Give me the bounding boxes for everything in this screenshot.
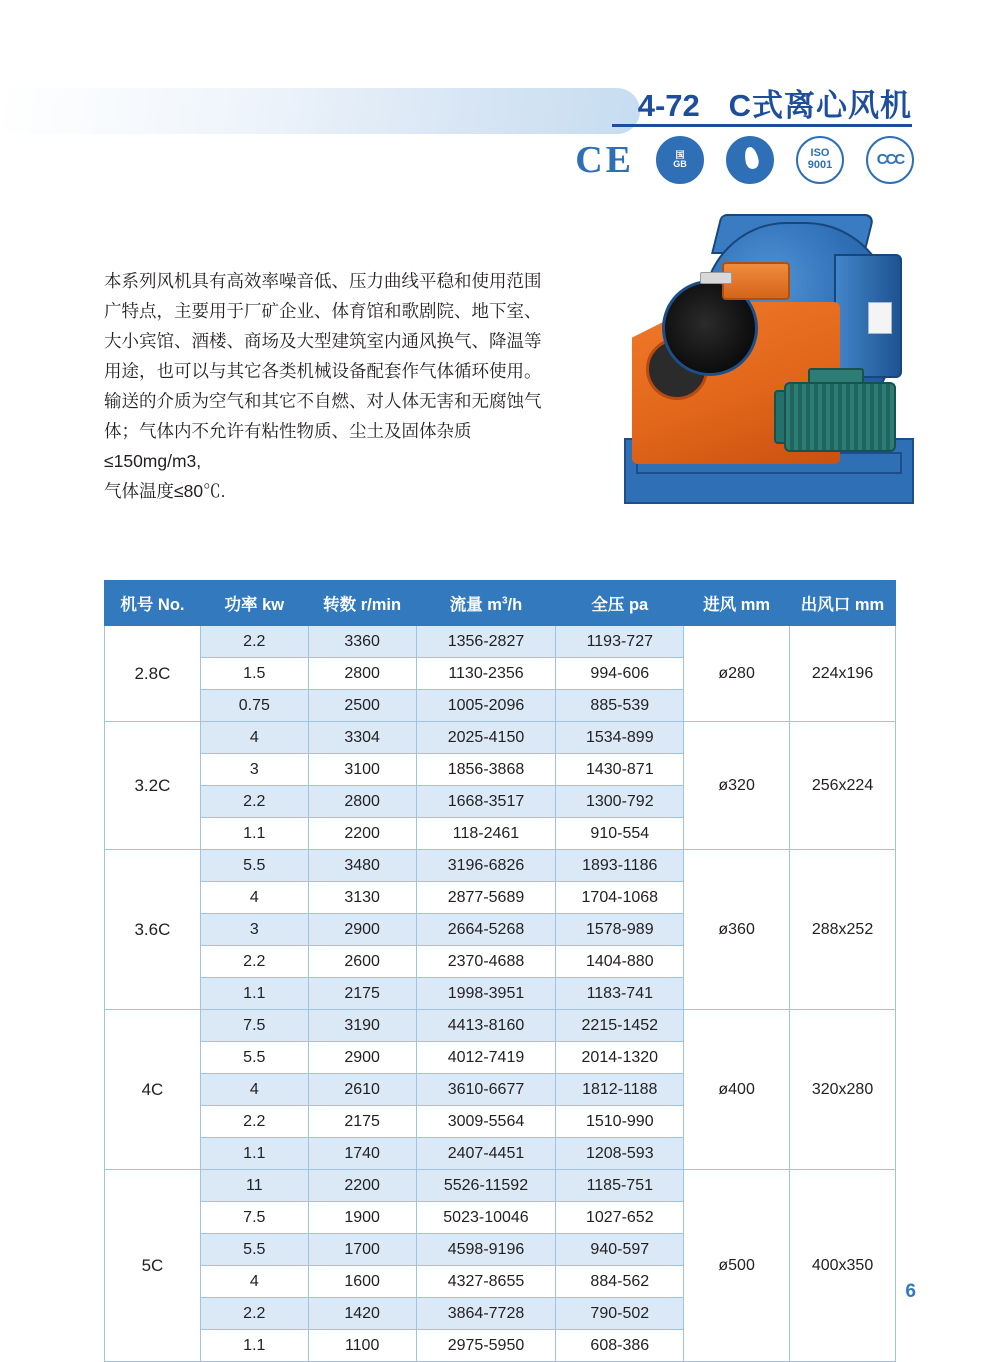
cell-flow: 2370-4688 xyxy=(416,946,556,978)
cell-speed: 3304 xyxy=(308,722,416,754)
cell-speed: 2500 xyxy=(308,690,416,722)
cell-inlet: ø280 xyxy=(684,626,790,722)
page-title-text: C式离心风机 xyxy=(728,88,912,123)
cell-flow: 3610-6677 xyxy=(416,1074,556,1106)
table-row xyxy=(105,850,896,882)
specification-table xyxy=(104,580,896,1362)
cell-flow: 3864-7728 xyxy=(416,1298,556,1330)
table-row xyxy=(105,626,896,658)
cell-pressure: 1430-871 xyxy=(556,754,684,786)
header-inlet: 进风 mm xyxy=(684,581,790,626)
ce-mark-icon: CE xyxy=(575,139,634,181)
cell-outlet: 400x350 xyxy=(790,1170,896,1362)
cell-speed: 3100 xyxy=(308,754,416,786)
cell-speed: 2200 xyxy=(308,1170,416,1202)
cell-outlet: 256x224 xyxy=(790,722,896,850)
cell-pressure: 1208-593 xyxy=(556,1138,684,1170)
iso-9001-mark-icon: ISO 9001 xyxy=(796,136,844,184)
cell-speed: 2800 xyxy=(308,786,416,818)
cell-power: 0.75 xyxy=(200,690,308,722)
cell-power: 11 xyxy=(200,1170,308,1202)
cell-flow: 1005-2096 xyxy=(416,690,556,722)
cell-model: 5C xyxy=(105,1170,201,1362)
cell-pressure: 994-606 xyxy=(556,658,684,690)
cell-power: 7.5 xyxy=(200,1202,308,1234)
cell-speed: 2200 xyxy=(308,818,416,850)
cell-power: 2.2 xyxy=(200,786,308,818)
cell-pressure: 2014-1320 xyxy=(556,1042,684,1074)
cell-speed: 2175 xyxy=(308,978,416,1010)
cell-power: 5.5 xyxy=(200,1042,308,1074)
header-flow: 流量 $m^3/h$ xyxy=(416,581,556,626)
cell-pressure: 1534-899 xyxy=(556,722,684,754)
cell-flow: 3009-5564 xyxy=(416,1106,556,1138)
cell-speed: 2600 xyxy=(308,946,416,978)
cell-pressure: 1578-989 xyxy=(556,914,684,946)
cell-model: 2.8C xyxy=(105,626,201,722)
cell-power: 7.5 xyxy=(200,1010,308,1042)
table-row xyxy=(105,1010,896,1042)
cell-pressure: 1704-1068 xyxy=(556,882,684,914)
cell-speed: 1600 xyxy=(308,1266,416,1298)
cell-outlet: 320x280 xyxy=(790,1010,896,1170)
cell-pressure: 884-562 xyxy=(556,1266,684,1298)
table-header-row xyxy=(105,581,896,626)
cell-power: 2.2 xyxy=(200,1298,308,1330)
product-photo xyxy=(596,206,926,536)
cell-outlet: 224x196 xyxy=(790,626,896,722)
cell-pressure: 1193-727 xyxy=(556,626,684,658)
cell-speed: 3190 xyxy=(308,1010,416,1042)
cell-speed: 1420 xyxy=(308,1298,416,1330)
cell-flow: 3196-6826 xyxy=(416,850,556,882)
cell-inlet: ø360 xyxy=(684,850,790,1010)
motor-body xyxy=(784,382,896,452)
cell-speed: 1700 xyxy=(308,1234,416,1266)
cell-model: 3.6C xyxy=(105,850,201,1010)
certification-logos xyxy=(575,136,914,184)
cell-speed: 2175 xyxy=(308,1106,416,1138)
page-number: 6 xyxy=(905,1281,916,1302)
cell-pressure: 2215-1452 xyxy=(556,1010,684,1042)
cell-power: 3 xyxy=(200,914,308,946)
page-title xyxy=(638,80,912,125)
cell-power: 2.2 xyxy=(200,946,308,978)
flame-mark-icon xyxy=(726,136,774,184)
cell-flow: 4012-7419 xyxy=(416,1042,556,1074)
header-model: 机号 No. xyxy=(105,581,201,626)
cell-speed: 3130 xyxy=(308,882,416,914)
cell-power: 4 xyxy=(200,882,308,914)
cell-power: 2.2 xyxy=(200,1106,308,1138)
cell-speed: 1100 xyxy=(308,1330,416,1362)
cell-power: 1.1 xyxy=(200,978,308,1010)
cell-inlet: ø400 xyxy=(684,1010,790,1170)
cell-flow: 2877-5689 xyxy=(416,882,556,914)
cell-flow: 1356-2827 xyxy=(416,626,556,658)
cell-pressure: 1510-990 xyxy=(556,1106,684,1138)
cell-power: 4 xyxy=(200,722,308,754)
cell-power: 5.5 xyxy=(200,850,308,882)
cell-flow: 4598-9196 xyxy=(416,1234,556,1266)
header-outlet: 出风口 mm xyxy=(790,581,896,626)
cell-flow: 2664-5268 xyxy=(416,914,556,946)
cell-speed: 3360 xyxy=(308,626,416,658)
header-pressure: 全压 pa xyxy=(556,581,684,626)
cell-power: 1.1 xyxy=(200,1330,308,1362)
cell-pressure: 1183-741 xyxy=(556,978,684,1010)
header-power: 功率 kw xyxy=(200,581,308,626)
table-row xyxy=(105,722,896,754)
cell-power: 3 xyxy=(200,754,308,786)
cell-flow: 1668-3517 xyxy=(416,786,556,818)
cell-power: 2.2 xyxy=(200,626,308,658)
table-row xyxy=(105,1170,896,1202)
fan-shaft xyxy=(700,272,732,284)
table-header xyxy=(105,581,896,626)
cell-pressure: 940-597 xyxy=(556,1234,684,1266)
cell-pressure: 1812-1188 xyxy=(556,1074,684,1106)
table-body xyxy=(105,626,896,1362)
cell-power: 5.5 xyxy=(200,1234,308,1266)
cell-flow: 5023-10046 xyxy=(416,1202,556,1234)
cell-model: 4C xyxy=(105,1010,201,1170)
header-decorative-swoosh xyxy=(0,88,640,134)
header-speed: 转数 r/min xyxy=(308,581,416,626)
cell-inlet: ø500 xyxy=(684,1170,790,1362)
cell-speed: 2900 xyxy=(308,914,416,946)
cell-power: 4 xyxy=(200,1074,308,1106)
cell-flow: 4327-8655 xyxy=(416,1266,556,1298)
cell-speed: 2900 xyxy=(308,1042,416,1074)
cell-pressure: 1027-652 xyxy=(556,1202,684,1234)
cell-pressure: 1893-1186 xyxy=(556,850,684,882)
cell-pressure: 1300-792 xyxy=(556,786,684,818)
cell-speed: 2800 xyxy=(308,658,416,690)
cell-power: 1.1 xyxy=(200,1138,308,1170)
cell-pressure: 885-539 xyxy=(556,690,684,722)
cell-speed: 3480 xyxy=(308,850,416,882)
cell-flow: 1998-3951 xyxy=(416,978,556,1010)
cell-flow: 4413-8160 xyxy=(416,1010,556,1042)
cell-speed: 2610 xyxy=(308,1074,416,1106)
fan-bearing-block xyxy=(722,262,790,300)
description-paragraph-1: 本系列风机具有高效率噪音低、压力曲线平稳和使用范围广特点，主要用于厂矿企业、体育馆和歌剧院、地下室、大小宾馆、酒楼、商场及大型建筑室内通风换气、降温等用途，也可以与其它各类机械设备配套作气体循环使用。 xyxy=(104,271,542,381)
cell-power: 4 xyxy=(200,1266,308,1298)
product-description xyxy=(104,266,544,506)
specification-table-container xyxy=(104,580,896,1362)
cell-inlet: ø320 xyxy=(684,722,790,850)
description-paragraph-2: 输送的介质为空气和其它不自燃、对人体无害和无腐蚀气体；气体内不允许有粘性物质、尘土及固体杂质≤150mg/m3, xyxy=(104,391,542,471)
cell-speed: 1900 xyxy=(308,1202,416,1234)
cell-model: 3.2C xyxy=(105,722,201,850)
cell-flow: 2025-4150 xyxy=(416,722,556,754)
description-paragraph-3: 气体温度≤80℃. xyxy=(104,481,226,501)
cell-flow: 2407-4451 xyxy=(416,1138,556,1170)
cell-flow: 118-2461 xyxy=(416,818,556,850)
cell-pressure: 910-554 xyxy=(556,818,684,850)
cell-speed: 1740 xyxy=(308,1138,416,1170)
cell-power: 1.5 xyxy=(200,658,308,690)
cell-pressure: 608-386 xyxy=(556,1330,684,1362)
fan-nameplate xyxy=(868,302,892,334)
page-header xyxy=(0,0,1000,200)
page-title-code: 4-72 xyxy=(637,88,700,123)
cell-pressure: 1404-880 xyxy=(556,946,684,978)
cell-pressure: 790-502 xyxy=(556,1298,684,1330)
cell-flow: 1130-2356 xyxy=(416,658,556,690)
ccc-mark-icon: CCC xyxy=(866,136,914,184)
gb-mark-icon: 国 GB xyxy=(656,136,704,184)
cell-flow: 1856-3868 xyxy=(416,754,556,786)
cell-outlet: 288x252 xyxy=(790,850,896,1010)
cell-pressure: 1185-751 xyxy=(556,1170,684,1202)
cell-flow: 2975-5950 xyxy=(416,1330,556,1362)
title-underline xyxy=(612,124,912,127)
cell-power: 1.1 xyxy=(200,818,308,850)
cell-flow: 5526-11592 xyxy=(416,1170,556,1202)
